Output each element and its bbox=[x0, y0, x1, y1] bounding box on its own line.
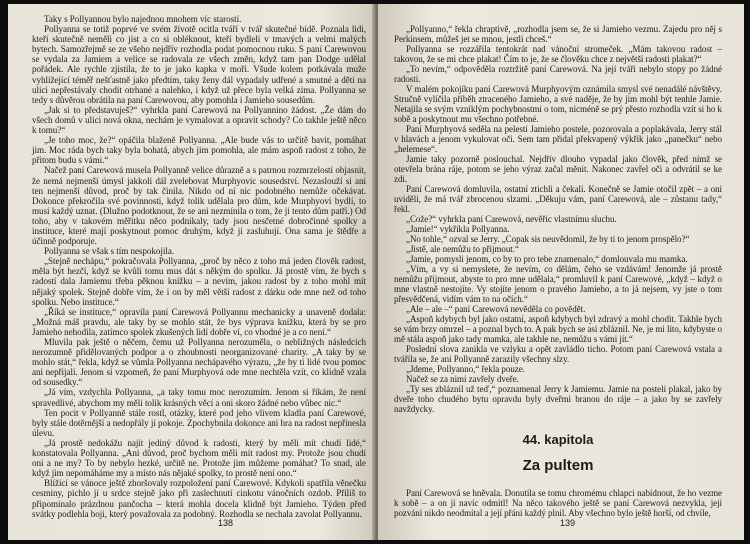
left-page bbox=[8, 4, 376, 540]
paragraph: „Ale – ale –“ paní Carewová nevěděla co povědět. bbox=[406, 304, 586, 314]
paragraph: „Vím, a vy si nemyslete, že nevím, co dělám, čeho se vzdávám! Jenomže já prostě nemůžu přijmout, abyste to pro mne udělala,“ promluvil k paní Carewové, „když – když o mne vlastně nestojíte. Vy stojíte jenom o pravého Jamieho, a to já nejsem, vy jste o tom přesvědčená, vidím vám to na očích.“ bbox=[394, 264, 722, 304]
chapter-heading bbox=[394, 432, 722, 474]
paragraph: „No tohle,“ ozval se Jerry. „Copak sis neuvědomil, že by ti to jenom prospělo?“ bbox=[406, 234, 690, 244]
paragraph: Pollyanna se rozzářila tentokrát nad vánoční stromeček. „Mám takovou radost – takovou, že se mi chce plakat! Čím to je, že se člověku chce z největší radosti plakat?“ bbox=[394, 44, 722, 64]
right-page-text-bottom bbox=[394, 488, 722, 518]
paragraph: Ten pocit v Pollyanně stále rostl, otázky, které pod jeho vlivem kladla paní Carewové, byly stále dotěrnější a nedopřály jí pokoje. Zpochybnila dokonce ani hra na radost nepřinesla úlevu. bbox=[32, 407, 366, 438]
paragraph: Pollyanna se totiž poprvé ve svém životě ocitla tváří v tvář skutečné bídě. Poznala lidi, kteří skutečně neměli co jíst a co si obléknout, kteří bydleli v tmavých a velmi malých bytech. Samozřejmě se ze všeho nejdřív rozhodla podat pomocnou ruku. S paní Carewovou se vydala za Jamiem a velice se radovala ze všech změn, když tam pan Dodge udělal pořádek. Ale rychle zjistila, že to je jako kapka v moři. Všude kolem potkávala muže vyhlížející téměř nešťastně jako předtím, taky ženy dál vypadaly udřené a smutné a děti na ulici nepřestávaly chodit otrhané a nalehko, i když už přece byla velká zima. Pollyanna se tedy s důvěrou obrátila na paní Carewovou, aby pomohla i Jamieho sousedům. bbox=[32, 24, 366, 105]
paragraph: Načež se za nimi zavřely dveře. bbox=[406, 374, 519, 384]
paragraph: „Já prostě nedokážu najít jediný důvod k radosti, který by měli mít chudí lidé,“ konstatovala Pollyanna. „Ani důvod, proč bychom měli mít radost my. Protože jsou chudí oni a ne my? To by nebylo hezké, určitě ne. Protože jim můžeme pomáhat? To snad, ale když jim nepomáháme my a místo nás nějaké spolky, to prostě není ono.“ bbox=[32, 437, 366, 479]
paragraph: „Jdeme, Pollyanno,“ řekla pouze. bbox=[406, 364, 525, 374]
paragraph: Mluvila pak ještě o něčem, čemu už Pollyanna nerozuměla, o nebližných následcích nerozumně přidělovaných podpor a o zhoubnosti neorganizované charity. „A taky by se mohlo stát,“ řekla, když se vůmla Pollyanna nechápavého výrazu, „že by ti lidé tvou pomoc ani nepřijali. Jenom si vzpomeň, že paní Murphyová ode mne nechtěla vzít, co klidně vzala od sousedky.“ bbox=[32, 337, 366, 388]
page-number-left: 138 bbox=[218, 518, 234, 528]
page-number-right: 139 bbox=[560, 518, 576, 528]
paragraph: „Cože?“ vyhrkla paní Carewová, nevěříc vlastnímu sluchu. bbox=[406, 214, 617, 224]
right-page bbox=[378, 4, 744, 540]
paragraph: „Jamie!“ vykřikla Pollyanna. bbox=[406, 224, 510, 234]
paragraph: „Je toho moc, že?“ opáčila blaženě Pollyanna. „Ale bude vás to určitě bavit, pomáhat jim. Moc ráda bych taky byla bohatá, abych jim pomohla, ale mám aspoň radost z toho, že přitom budu s vámi.“ bbox=[32, 135, 366, 166]
paragraph: „Stejně nechápu,“ pokračovala Pollyanna, „proč by něco z toho má jeden člověk radost, měla být hezčí, když se kvůli tomu mus dát s někým do spolku. Já prostě vím, že bych s radostí dala Jamiemu třeba pěknou knížku – a nevím, jakou radost by z toho mohl mít nějaký spolek. Stejně dobře vím, že i on by měl větší radost z dárku ode mne než od toho spolku. Nebo instituce.“ bbox=[32, 256, 366, 307]
paragraph: „Jamie, pomysli jenom, co by to pro tebe znamenalo,“ domlouvala mu mamka. bbox=[406, 254, 688, 264]
paragraph: Jamie taky pozorně poslouchal. Nejdřív dlouho vypadal jako člověk, před nímž se otevřela brána ráje, potom se jeho výraz začal měnit. Nakonec zavřel oči a odvrátil se ke zdi. bbox=[394, 154, 722, 184]
book-spread bbox=[8, 4, 744, 540]
paragraph: „Pollyanno,“ řekla chraptivě, „rozhodla jsem se, že si Jamieho vezmu. Zajedu pro něj s Perkinsem, můžeš jet se mnou, jestli chceš.“ bbox=[394, 24, 722, 44]
paragraph: „Já vím, vzdychla Pollyanna, „a taky tomu moc nerozumím. Jenom si říkám, že není spravedlivé, abychom my měli tolik krásných věcí a oni skoro žádné nebo vůbec nic.“ bbox=[32, 387, 366, 408]
paragraph: Paní Carewová domluvila, ostatní ztichli a čekali. Konečně se Jamie otočil zpět – a oni uviděli, že má tvář zbrocenou slzami. „Děkuju vám, paní Carewová, ale – zůstanu tady,“ řekl. bbox=[394, 184, 722, 214]
paragraph: „Jistě, ale nemůžu to přijmout.“ bbox=[406, 244, 519, 254]
paragraph: V malém pokojíku paní Carewová Murphyovým oznámila smysl své nenadálé návštěvy. Stručně vylíčila příběh ztraceného Jamieho, a své naděje, že by jim mohl být tenhle Jamie. Netajila se svým vzniklým pochybnostmi o tom, nicméně se prý přesto rozhodla vzít si ho k sobě a poskytnout mu všechno potřebné. bbox=[394, 84, 722, 124]
paragraph: Paní Carewová se hněvala. Donutila se tomu chromému chlapci nabídnout, že ho vezme k sobě – a on ji navíc odmítl! Na něco takového ještě se paní Carewová nezvykla, její pozvání nikdo neodmítal a její přání každý plnil. Aby všechno bylo ještě horší, od chvíle, bbox=[394, 488, 722, 518]
paragraph: „Říká se instituce,“ opravila paní Carewová Pollyannu mechanicky a unaveně dodala: „Možná máš pravdu, ale taky by se mohlo stát, že bys výprava knížku, která by se pro Jamieho nehodila, zatímco spolek zkušených lidí dobře ví, co vhodné je a co není.“ bbox=[32, 306, 366, 337]
chapter-number: 44. kapitola bbox=[522, 432, 594, 447]
paragraph: Taky s Pollyannou bylo najednou mnohem víc starostí. bbox=[44, 14, 242, 24]
paragraph: Blížící se vánoce ještě zhoršovaly rozpoložení paní Carewové. Kdykoli spatřila věnečku cesminy, pichlo jí u srdce stejně jako při zaslechnutí cinkotu vánočních ozdob. Příliš to připomínalo prázdnou pančocha – která mohla docela klidně být Jamieho. Týden před svátky podlehla boji, který považovala za podobný. Rozhodla se nechala zavolat Pollyannu. bbox=[32, 478, 366, 519]
paragraph: Pollyanna se však s tím nespokojila. bbox=[44, 246, 175, 257]
left-page-text bbox=[32, 14, 366, 519]
paragraph: „Jak si to představuješ?“ vyhrkla paní Carewová na Pollyannino žádost. „Že dám do všech domů v ulici nová okna, nechám je vymalovat a opravit schody? Co takhle ještě něco k tomu?“ bbox=[32, 104, 366, 136]
paragraph: „Ty ses zbláznil už teď,“ poznamenal Jerry k Jamiemu. Jamie na posteli plakal, jako by dveře toho chudého bytu opravdu byly dveřmi branou do ráje – a jako by se zavřely navždycky. bbox=[394, 384, 722, 414]
paragraph: Paní Murphyová seděla na pelesti Jamieho postele, pozorovala a poplakávala, Jerry stál v hlavách a jenom vykulovat oči. Sem tam přidal překvapený výkřik jako „panečku“ nebo „helemese“. bbox=[394, 124, 722, 154]
paragraph: „Aspoň kdybych byl jako ostatní, aspoň kdybych byl zdravý a mohl chodit. Takhle bych se vám brzy omrzel – a poznal bych to. A pak bych se asi zbláznil. Ne, je mi líto, kdybyste o mě stála aspoň jako tady mamka, ale takhle ne, nemůžu s vámi jít.“ bbox=[394, 314, 722, 344]
paragraph: „To nevím,“ odpověděla roztržitě paní Carewová. Na její tváři nebylo stopy po žádné radosti. bbox=[394, 64, 722, 84]
chapter-title: Za pultem bbox=[522, 457, 594, 474]
paragraph: Poslední slova zanikla ve vzlyku a opět zavládlo ticho. Potom paní Carewová vstala a tváříla se, že ani Pollyanně zarazily všechny slzy. bbox=[394, 344, 722, 364]
right-page-text-top bbox=[394, 24, 722, 414]
paragraph: Načež paní Carewová musela Pollyanně velice důrazně a s patrnou rozmrzelostí objasnit, že nemá nejmenší úmysl jakkoli dál zvelebovat Murphyovic sousedství. Nezaslouží si ani ten nejmenší důvod, proč by tak činila. Nikdo od ní nic podobného nemůže očekávat. Dokonce překročila své povinnosti, když tolik udělala pro dům, kde Murphyovi bydlí, to musí každý uznat. (Dlužno podotknout, že se ani nezmínila o tom, že ji tento dům patří.) Od toho, aby v takovém měřítku něco podnikaly, tady jsou nesčetné dobročinné spolky a instituce, které mají poskytnout pomoc druhým, když ji zasluhují. Ona sama je štědře a účinně podporuje. bbox=[32, 165, 366, 247]
